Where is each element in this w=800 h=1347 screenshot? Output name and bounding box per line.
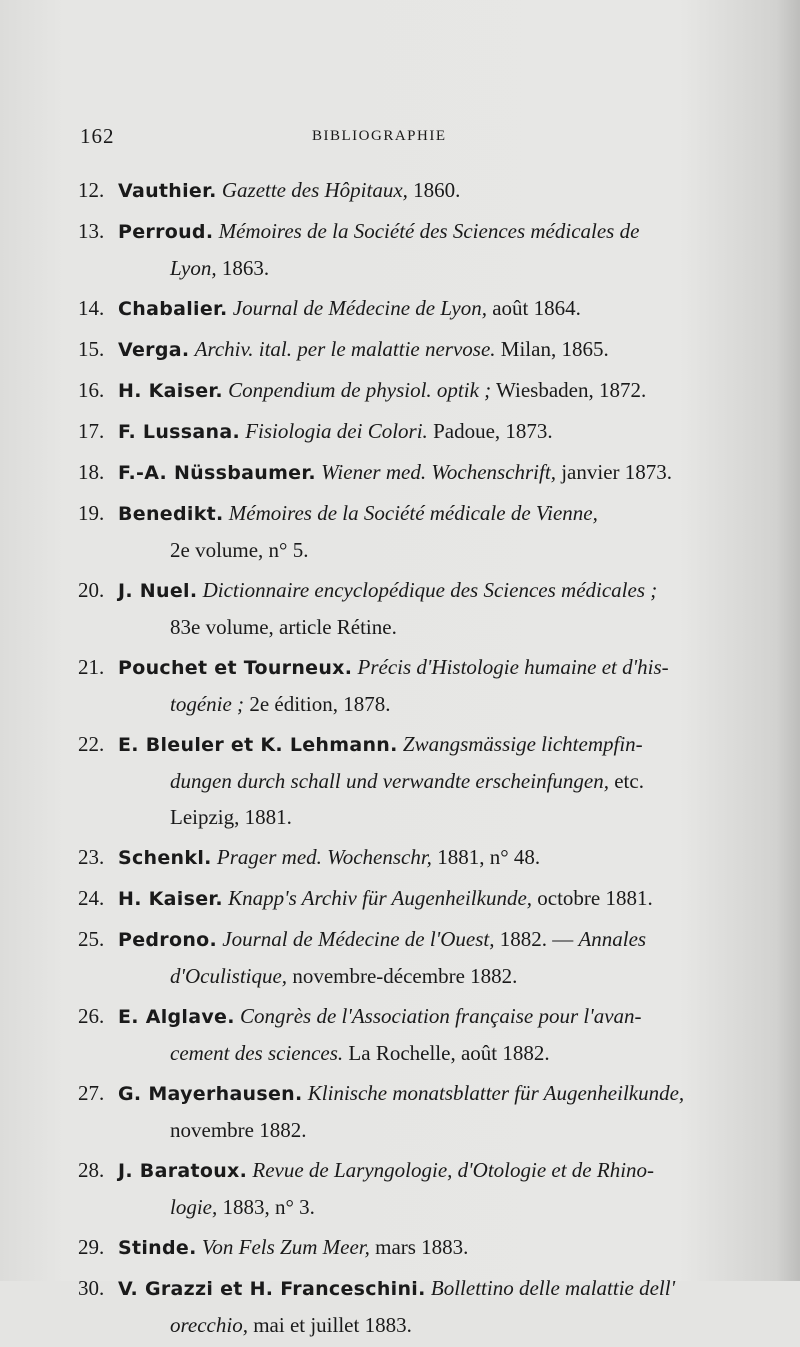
bibliography-entry bbox=[0, 880, 800, 917]
entry-title: Journal de Médecine de Lyon, bbox=[232, 296, 487, 320]
bibliography-entry bbox=[0, 572, 800, 645]
entry-publication-info-continued: 2e volume, n° 5. bbox=[170, 538, 309, 562]
entry-text bbox=[118, 331, 688, 368]
entry-publication-info: 1882. — bbox=[494, 927, 579, 951]
entry-continuation-line bbox=[118, 686, 688, 722]
entry-title: Conpendium de physiol. optik ; bbox=[228, 378, 492, 402]
bibliography-list bbox=[0, 172, 800, 1347]
entry-continuation-line bbox=[118, 958, 688, 994]
entry-number: 19. bbox=[78, 501, 105, 525]
bibliography-entry bbox=[0, 172, 800, 209]
entry-author: Verga. bbox=[118, 339, 190, 361]
entry-author: F.-A. Nüssbaumer. bbox=[118, 462, 316, 484]
entry-text bbox=[118, 1229, 688, 1266]
entry-number: 17. bbox=[78, 419, 105, 443]
entry-number: 23. bbox=[78, 845, 105, 869]
entry-author: Vauthier. bbox=[118, 180, 217, 202]
entry-continuation-line bbox=[118, 250, 688, 286]
entry-continuation-line bbox=[118, 609, 688, 645]
bibliography-entry bbox=[0, 331, 800, 368]
bibliography-entry bbox=[0, 998, 800, 1071]
entry-title: Prager med. Wochenschr, bbox=[216, 845, 432, 869]
entry-title: Von Fels Zum Meer, bbox=[201, 1235, 370, 1259]
entry-title: Bollettino delle malattie dell' bbox=[430, 1276, 676, 1300]
entry-author: Pedrono. bbox=[118, 929, 218, 951]
entry-text bbox=[118, 372, 688, 409]
entry-author: H. Kaiser. bbox=[118, 380, 223, 402]
entry-continuation-line bbox=[118, 532, 688, 568]
bibliography-entry bbox=[0, 1270, 800, 1343]
entry-publication-info: janvier 1873. bbox=[555, 460, 673, 484]
entry-place-date: Leipzig, 1881. bbox=[170, 805, 292, 829]
entry-publication-info: Wiesbaden, 1872. bbox=[491, 378, 647, 402]
bibliography-entry bbox=[0, 1229, 800, 1266]
entry-publication-info-continued: 83e volume, article Rétine. bbox=[170, 615, 397, 639]
entry-author: Perroud. bbox=[118, 221, 214, 243]
entry-text bbox=[118, 495, 688, 568]
bibliography-entry bbox=[0, 726, 800, 835]
page-number: 162 bbox=[80, 124, 115, 148]
entry-author: Pouchet et Tourneux. bbox=[118, 657, 353, 679]
entry-text bbox=[118, 921, 688, 994]
bibliography-entry bbox=[0, 454, 800, 491]
entry-number: 22. bbox=[78, 732, 105, 756]
entry-continuation-line bbox=[118, 799, 688, 835]
entry-publication-info-continued: novembre 1882. bbox=[170, 1118, 307, 1142]
bibliography-entry bbox=[0, 372, 800, 409]
entry-number: 12. bbox=[78, 178, 105, 202]
entry-text bbox=[118, 454, 688, 491]
entry-number: 16. bbox=[78, 378, 105, 402]
entry-author: V. Grazzi et H. Franceschini. bbox=[118, 1278, 426, 1300]
entry-title-continued: cement des sciences. bbox=[170, 1041, 344, 1065]
entry-author: G. Mayerhausen. bbox=[118, 1083, 303, 1105]
entry-publication-info-continued: 2e édition, 1878. bbox=[244, 692, 391, 716]
entry-text bbox=[118, 726, 688, 835]
entry-title-continued: dungen durch schall und verwandte erscheinfungen, bbox=[170, 769, 609, 793]
entry-author: J. Baratoux. bbox=[118, 1160, 248, 1182]
entry-number: 14. bbox=[78, 296, 105, 320]
bibliography-entry bbox=[0, 413, 800, 450]
entry-title: Knapp's Archiv für Augenheilkunde, bbox=[228, 886, 533, 910]
entry-text bbox=[118, 413, 688, 450]
entry-number: 27. bbox=[78, 1081, 105, 1105]
bibliography-entry bbox=[0, 495, 800, 568]
entry-title-continued: d'Oculistique, bbox=[170, 964, 288, 988]
entry-title: Revue de Laryngologie, d'Otologie et de Rhino- bbox=[252, 1158, 655, 1182]
entry-title: Wiener med. Wochenschrift, bbox=[321, 460, 556, 484]
entry-text bbox=[118, 290, 688, 327]
entry-title: Archiv. ital. per le malattie nervose. bbox=[194, 337, 496, 361]
entry-number: 21. bbox=[78, 655, 105, 679]
entry-title-continued: orecchio, bbox=[170, 1313, 248, 1337]
entry-author: H. Kaiser. bbox=[118, 888, 223, 910]
entry-title: Dictionnaire encyclopédique des Sciences médicales ; bbox=[202, 578, 658, 602]
entry-title: Congrès de l'Association française pour l'avan- bbox=[240, 1004, 642, 1028]
entry-text bbox=[118, 1270, 688, 1343]
entry-author: F. Lussana. bbox=[118, 421, 240, 443]
page-header bbox=[0, 124, 800, 154]
entry-publication-info: août 1864. bbox=[486, 296, 581, 320]
entry-title: Klinische monatsblatter für Augenheilkunde, bbox=[307, 1081, 685, 1105]
entry-author: Chabalier. bbox=[118, 298, 228, 320]
entry-author: Stinde. bbox=[118, 1237, 197, 1259]
entry-publication-info: 1881, n° 48. bbox=[431, 845, 541, 869]
entry-author: Schenkl. bbox=[118, 847, 212, 869]
entry-text bbox=[118, 213, 688, 286]
entry-number: 24. bbox=[78, 886, 105, 910]
entry-title-continued: Lyon, bbox=[170, 256, 217, 280]
entry-text bbox=[118, 172, 688, 209]
entry-title-second: Annales bbox=[578, 927, 647, 951]
entry-publication-info: octobre 1881. bbox=[532, 886, 653, 910]
entry-number: 20. bbox=[78, 578, 105, 602]
entry-author: E. Bleuler et K. Lehmann. bbox=[118, 734, 398, 756]
entry-continuation-line bbox=[118, 1189, 688, 1225]
entry-text bbox=[118, 839, 688, 876]
running-head: BIBLIOGRAPHIE bbox=[312, 128, 447, 144]
entry-title: Précis d'Histologie humaine et d'his- bbox=[357, 655, 669, 679]
entry-publication-info-continued: novembre-décembre 1882. bbox=[287, 964, 518, 988]
entry-text bbox=[118, 572, 688, 645]
entry-title-continued: togénie ; bbox=[170, 692, 245, 716]
entry-text bbox=[118, 1152, 688, 1225]
entry-number: 18. bbox=[78, 460, 105, 484]
entry-continuation-line bbox=[118, 1035, 688, 1071]
bibliography-entry bbox=[0, 649, 800, 722]
entry-publication-info: 1860. bbox=[407, 178, 461, 202]
entry-publication-info: Padoue, 1873. bbox=[427, 419, 553, 443]
entry-continuation-line bbox=[118, 1307, 688, 1343]
bibliography-entry bbox=[0, 290, 800, 327]
entry-number: 25. bbox=[78, 927, 105, 951]
entry-title: Mémoires de la Société médicale de Vienne, bbox=[228, 501, 598, 525]
bibliography-entry bbox=[0, 839, 800, 876]
entry-title: Mémoires de la Société des Sciences médicales de bbox=[218, 219, 640, 243]
entry-number: 29. bbox=[78, 1235, 105, 1259]
entry-text bbox=[118, 880, 688, 917]
entry-publication-info-continued: 1863. bbox=[216, 256, 270, 280]
entry-title: Gazette des Hôpitaux, bbox=[221, 178, 408, 202]
entry-text bbox=[118, 998, 688, 1071]
bibliography-entry bbox=[0, 1152, 800, 1225]
entry-number: 15. bbox=[78, 337, 105, 361]
entry-text bbox=[118, 1075, 688, 1148]
entry-number: 30. bbox=[78, 1276, 105, 1300]
entry-publication-info: Milan, 1865. bbox=[495, 337, 609, 361]
entry-text bbox=[118, 649, 688, 722]
entry-number: 13. bbox=[78, 219, 105, 243]
entry-title: Fisiologia dei Colori. bbox=[245, 419, 428, 443]
bibliography-entry bbox=[0, 921, 800, 994]
entry-author: Benedikt. bbox=[118, 503, 224, 525]
entry-publication-info-continued: 1883, n° 3. bbox=[217, 1195, 315, 1219]
entry-publication-info: mars 1883. bbox=[369, 1235, 469, 1259]
entry-author: J. Nuel. bbox=[118, 580, 198, 602]
bibliography-entry bbox=[0, 213, 800, 286]
entry-title: Zwangsmässige lichtempfin- bbox=[402, 732, 643, 756]
entry-publication-info-continued: La Rochelle, août 1882. bbox=[343, 1041, 550, 1065]
entry-number: 28. bbox=[78, 1158, 105, 1182]
entry-continuation-line bbox=[118, 1112, 688, 1148]
bibliography-entry bbox=[0, 1075, 800, 1148]
entry-publication-info-continued: etc. bbox=[608, 769, 644, 793]
entry-author: E. Alglave. bbox=[118, 1006, 235, 1028]
entry-title-continued: logie, bbox=[170, 1195, 218, 1219]
entry-continuation-line bbox=[118, 763, 688, 799]
entry-title: Journal de Médecine de l'Ouest, bbox=[222, 927, 495, 951]
entry-number: 26. bbox=[78, 1004, 105, 1028]
entry-publication-info-continued: mai et juillet 1883. bbox=[247, 1313, 412, 1337]
